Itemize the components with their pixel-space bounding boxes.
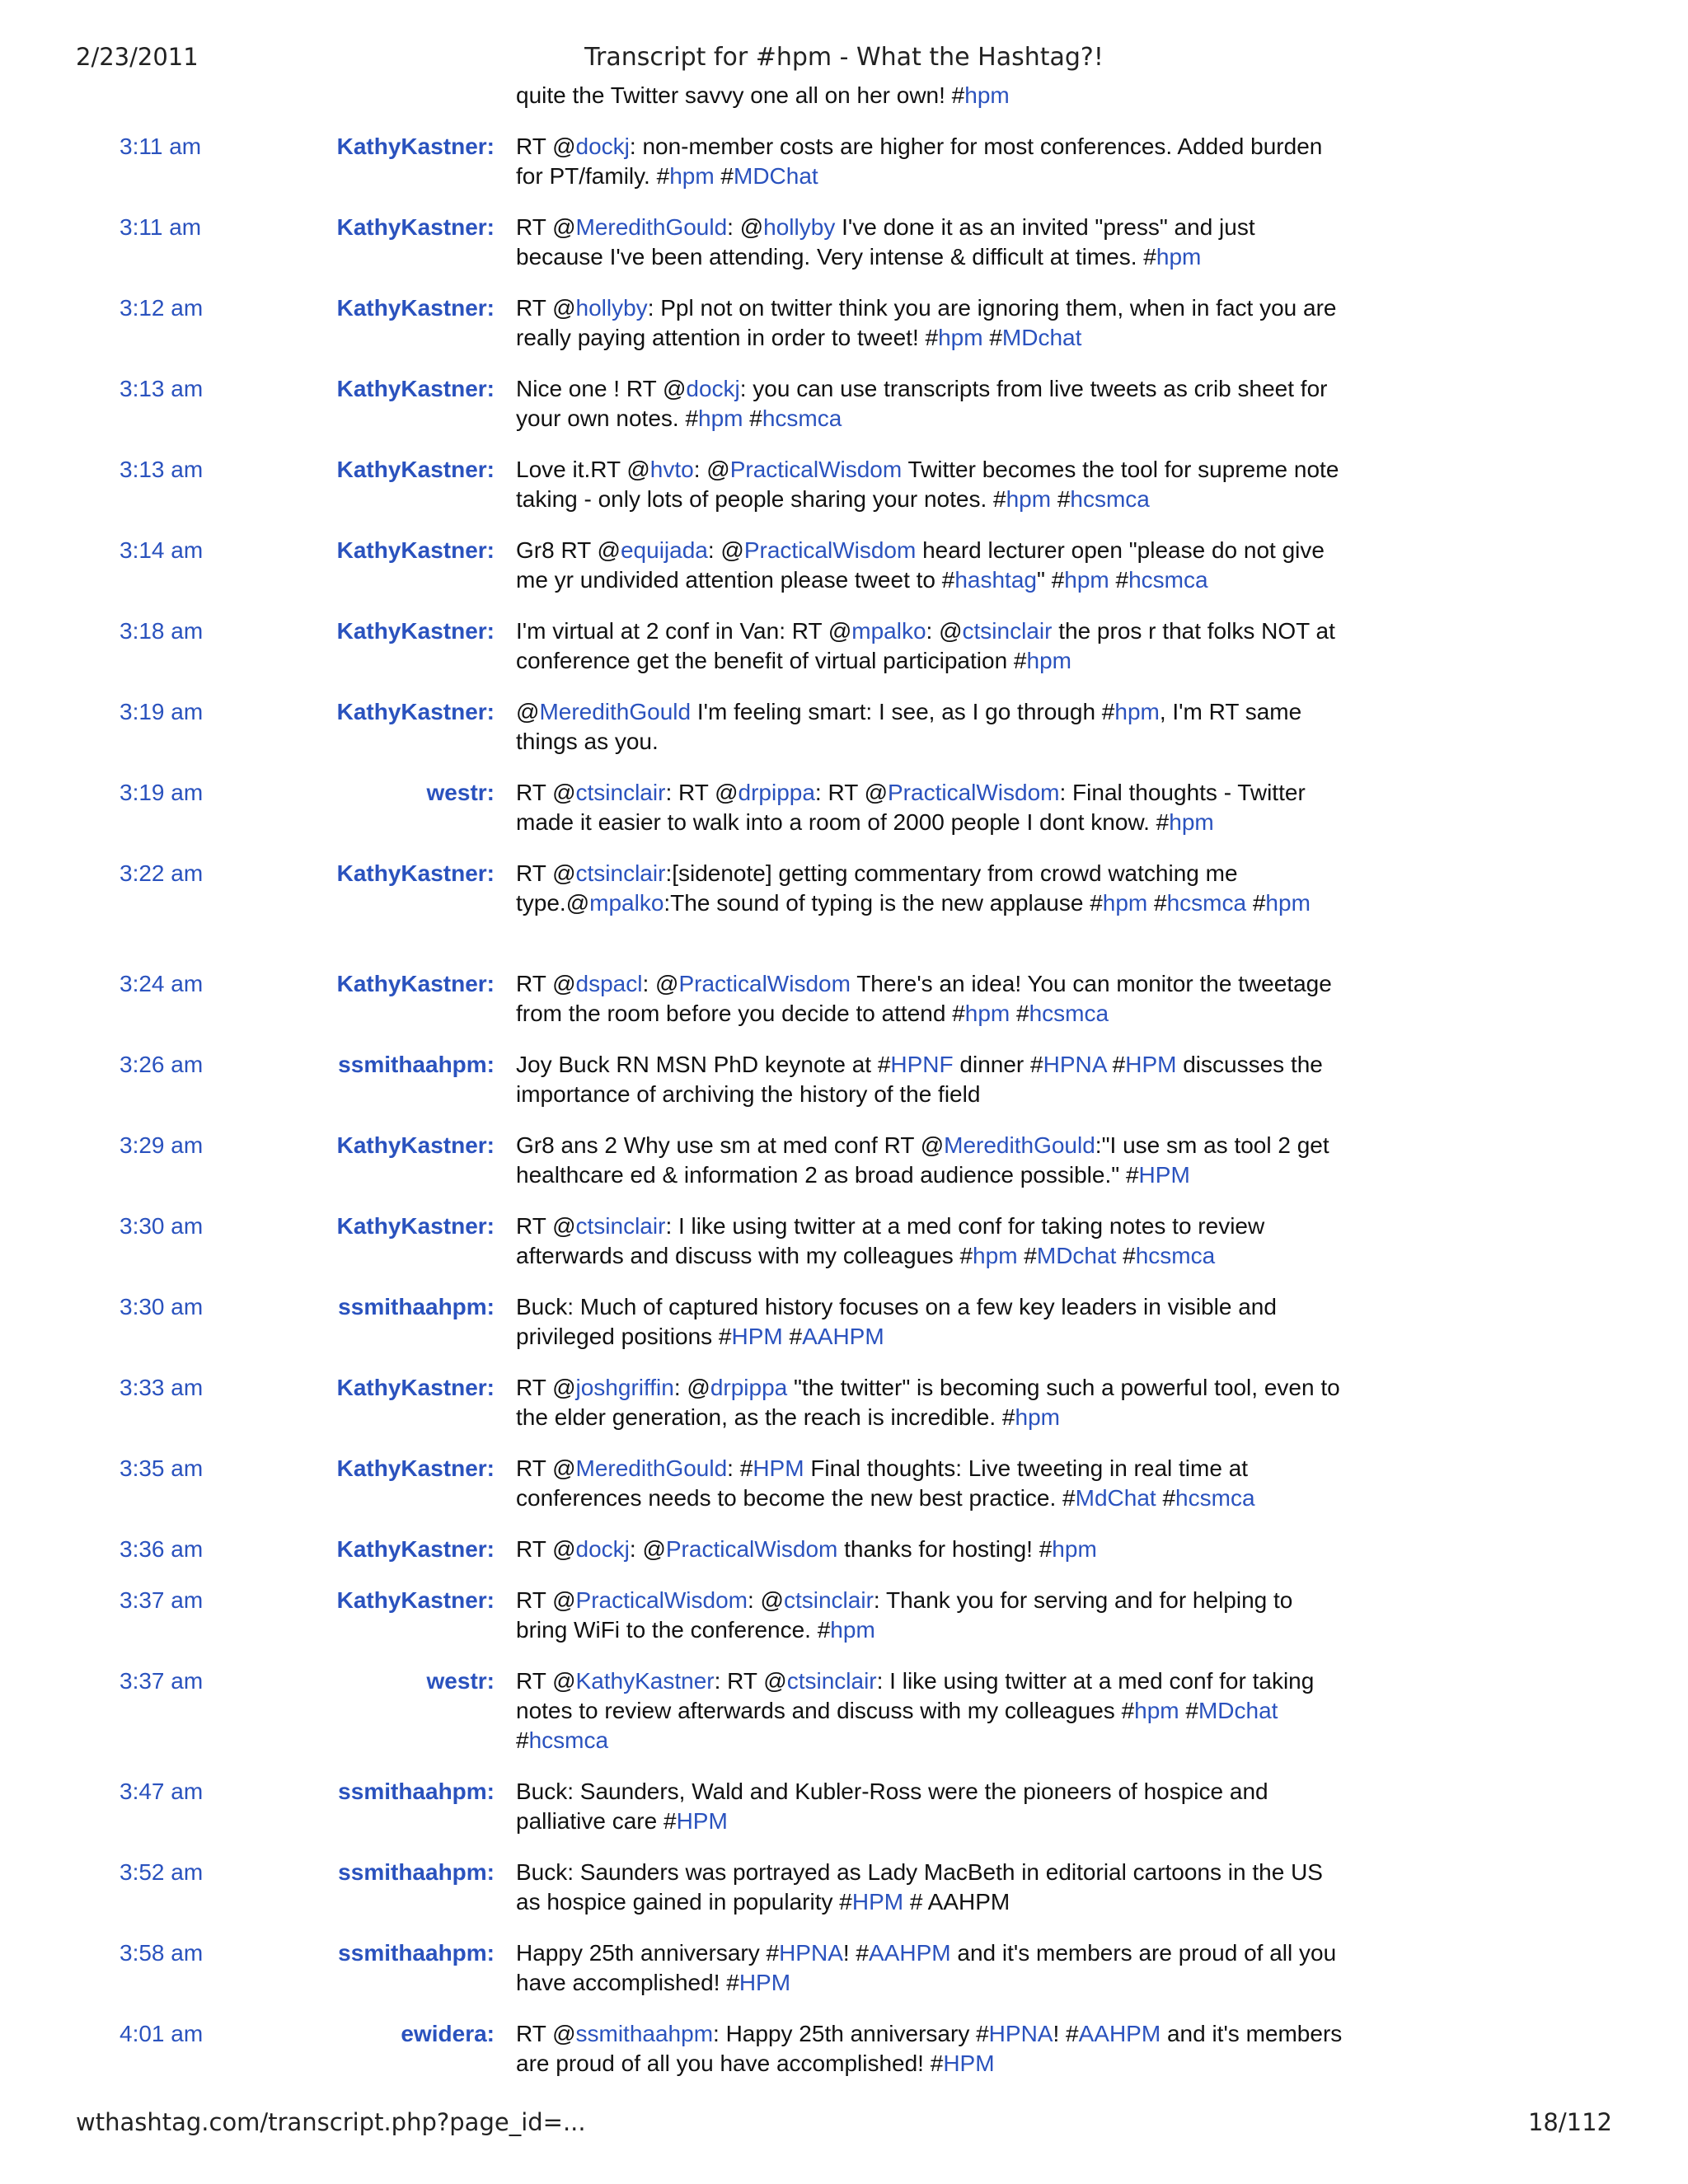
tweet-username-link[interactable]: KathyKastner: [336,376,495,401]
message-text: : I like using twitter at a med conf for taking notes to review afterwards and discuss with my colleagues # [516,1213,1265,1268]
message-link[interactable]: ctsinclair [783,1587,874,1613]
tweet-time-link[interactable]: 3:52 am [120,1859,204,1885]
message-text: : Thank you for serving and for helping to bring WiFi to the conference. # [516,1587,1293,1643]
message-text: I'm virtual at 2 conf in Van: RT @ [516,618,852,644]
message-text: # [714,163,734,189]
message-link[interactable]: MDchat [1198,1698,1278,1723]
message-text: : RT @ [814,780,888,805]
message-link[interactable]: hpm [938,325,983,350]
tweet-time-link[interactable]: 3:29 am [120,1132,204,1158]
tweet-username-link[interactable]: westr: [426,1668,495,1694]
message-text: Gr8 RT @ [516,537,621,563]
message-text: : RT @ [714,1668,787,1694]
message-text: : I like using twitter at a med conf for taking notes to review afterwards and discuss with my colleagues # [516,1668,1315,1723]
message-link[interactable]: ssmithaahpm [575,2021,714,2046]
tweet-username-link[interactable]: KathyKastner: [336,457,495,482]
tweet-message [516,1212,1348,1271]
message-link[interactable]: joshgriffin [575,1375,674,1400]
message-link[interactable]: hashtag [954,567,1037,593]
message-text: : # [727,1455,753,1481]
message-link[interactable]: MeredithGould [539,699,692,724]
tweet-message [516,859,1348,918]
tweet-username-link[interactable]: ssmithaahpm: [338,1294,495,1319]
message-link[interactable]: hcsmca [1070,486,1150,512]
message-text: RT @ [516,780,576,805]
tweet-time-link[interactable]: 3:19 am [120,780,204,805]
message-link[interactable]: KathyKastner [575,1668,715,1694]
message-link[interactable]: hcsmca [1166,890,1247,916]
tweet-time-link[interactable]: 3:30 am [120,1213,204,1239]
message-text: # [1116,1243,1136,1268]
message-link[interactable]: hvto [649,457,694,482]
message-link[interactable]: hpm [1052,1536,1097,1562]
message-link[interactable]: PracticalWisdom [743,537,917,563]
tweet-time-link[interactable]: 3:58 am [120,1940,204,1966]
message-text: # [1051,486,1071,512]
tweet-time-link[interactable]: 4:01 am [120,2021,204,2046]
message-text: # AAHPM [903,1889,1010,1915]
message-text: , I'm RT same things as you. [516,699,1302,754]
message-text: :The sound of typing is the new applause # [663,890,1103,916]
tweet-time-link[interactable]: 3:13 am [120,376,204,401]
tweet-message [516,1373,1348,1432]
message-text: : Happy 25th anniversary # [713,2021,989,2046]
tweet-message [516,2019,1348,2079]
tweet-username-link[interactable]: KathyKastner: [336,1587,495,1613]
tweet-username-link[interactable]: ssmithaahpm: [338,1859,495,1885]
message-text: Final thoughts: Live tweeting in real time at conferences needs to become the new best practice. # [516,1455,1249,1511]
message-link[interactable]: MeredithGould [575,214,728,240]
message-link[interactable]: PracticalWisdom [665,1536,838,1562]
message-link[interactable]: AAHPM [802,1324,884,1349]
message-text: RT @ [516,1213,576,1239]
message-text: ! # [842,1940,870,1966]
tweet-time-link[interactable]: 3:13 am [120,457,204,482]
tweet-username-link[interactable]: ssmithaahpm: [338,1779,495,1804]
message-link[interactable]: hpm [1006,486,1052,512]
message-link[interactable]: HPNA [779,1940,843,1966]
message-text: # [743,405,762,431]
message-link[interactable]: MDchat [1036,1243,1117,1268]
message-text: RT @ [516,1455,576,1481]
tweet-message [516,1131,1348,1190]
tweet-message [516,536,1348,595]
tweet-message [516,616,1348,676]
message-text: :[sidenote] getting commentary from crowd watching me type.@ [516,860,1238,916]
message-link[interactable]: HPM [1138,1162,1190,1188]
message-text: # [1109,567,1129,593]
message-link[interactable]: hpm [1064,567,1109,593]
message-text: thanks for hosting! # [837,1536,1053,1562]
message-link[interactable]: ctsinclair [575,860,666,886]
tweet-time-link[interactable]: 3:36 am [120,1536,204,1562]
message-text: There's an idea! You can monitor the tweetage from the room before you decide to attend # [516,971,1332,1026]
message-text: Happy 25th anniversary # [516,1940,780,1966]
message-link[interactable]: ctsinclair [962,618,1053,644]
tweet-time-link[interactable]: 3:24 am [120,971,204,996]
message-text: RT @ [516,214,576,240]
tweet-username-link[interactable]: KathyKastner: [336,1132,495,1158]
message-link[interactable]: mpalko [851,618,926,644]
tweet-username-link[interactable]: KathyKastner: [336,537,495,563]
tweet-message [516,1858,1348,1917]
tweet-message [516,1050,1348,1109]
tweet-time-link[interactable]: 3:30 am [120,1294,204,1319]
message-link[interactable]: PracticalWisdom [888,780,1060,805]
message-text: ! # [1053,2021,1079,2046]
message-text: # [1156,1485,1176,1511]
message-text: : @ [727,214,764,240]
message-text: # [516,1727,529,1753]
tweet-message [516,1535,1348,1564]
message-link[interactable]: hcsmca [1029,1001,1109,1026]
message-text: I'm feeling smart: I see, as I go through # [691,699,1115,724]
message-text: RT @ [516,295,576,321]
message-text: RT @ [516,2021,576,2046]
message-link[interactable]: HPNA [1043,1052,1106,1077]
message-text: heard lecturer open "please do not give me yr undivided attention please tweet to # [516,537,1325,593]
tweet-username-link[interactable]: ewidera: [401,2021,495,2046]
message-text: @ [516,699,540,724]
message-text: discusses the importance of archiving the history of the field [516,1052,1323,1107]
message-link[interactable]: hpm [1026,648,1071,673]
tweet-time-link[interactable]: 3:33 am [120,1375,204,1400]
message-text: : @ [693,457,730,482]
message-link[interactable]: hcsmca [528,1727,609,1753]
message-text: and it's members are proud of all you have accomplished! # [516,1940,1337,1995]
message-link[interactable]: hpm [973,1243,1018,1268]
message-text: RT @ [516,1375,576,1400]
message-link[interactable]: hpm [1114,699,1160,724]
message-text: # [782,1324,803,1349]
tweet-message [516,969,1348,1029]
message-link[interactable]: MeredithGould [575,1455,728,1481]
message-text: quite the Twitter savvy one all on her own! # [516,82,965,108]
message-link[interactable]: hpm [964,1001,1010,1026]
message-link[interactable]: HPM [738,1970,791,1995]
message-link[interactable]: equijada [620,537,708,563]
message-text: I've done it as an invited "press" and just because I've been attending. Very intense & difficult at times. # [516,214,1255,269]
tweet-time-link[interactable]: 3:18 am [120,618,204,644]
message-link[interactable]: hcsmca [1135,1243,1216,1268]
message-link[interactable]: HPNF [890,1052,954,1077]
tweet-username-link[interactable]: KathyKastner: [336,214,495,240]
message-link[interactable]: dspacl [575,971,643,996]
message-link[interactable]: hpm [1102,890,1148,916]
message-text: # [1010,1001,1029,1026]
message-text: : @ [629,1536,666,1562]
message-text: # [982,325,1002,350]
message-text: # [1147,890,1167,916]
message-link[interactable]: PracticalWisdom [729,457,903,482]
tweet-time-link[interactable]: 3:47 am [120,1779,204,1804]
tweet-message [516,697,1348,757]
tweet-message [516,455,1348,514]
message-link[interactable]: hpm [1015,1404,1060,1430]
tweet-time-link[interactable]: 3:11 am [120,214,202,240]
document-title: Transcript for #hpm - What the Hashtag?! [584,43,1104,72]
message-text: # [1105,1052,1126,1077]
tweet-username-link[interactable]: KathyKastner: [336,1213,495,1239]
message-link[interactable]: MDchat [1001,325,1082,350]
tweet-username-link[interactable]: KathyKastner: [336,971,495,996]
message-link[interactable]: MDChat [734,163,818,189]
message-text: the pros r that folks NOT at conference get the benefit of virtual participation # [516,618,1335,673]
tweet-username-link[interactable]: KathyKastner: [336,1375,495,1400]
message-link[interactable]: HPM [851,1889,904,1915]
tweet-message [516,213,1348,272]
message-link[interactable]: HPM [1125,1052,1177,1077]
tweet-message [516,778,1348,837]
message-link[interactable]: PracticalWisdom [678,971,851,996]
message-text: : @ [642,971,679,996]
tweet-time-link[interactable]: 3:37 am [120,1668,204,1694]
message-text: : Final thoughts - Twitter made it easier to walk into a room of 2000 people I dont know. # [516,780,1306,835]
tweet-message [516,374,1348,434]
message-text: # [1246,890,1266,916]
tweet-username-link[interactable]: KathyKastner: [336,618,495,644]
message-text: : Ppl not on twitter think you are ignoring them, when in fact you are really paying attention in order to tweet! # [516,295,1337,350]
tweet-username-link[interactable]: ssmithaahpm: [338,1940,495,1966]
message-text: " # [1036,567,1065,593]
message-link[interactable]: hpm [964,82,1010,108]
message-link[interactable]: hpm [1156,244,1202,269]
message-link[interactable]: drpippa [710,1375,788,1400]
message-link[interactable]: dockj [575,1536,630,1562]
message-link[interactable]: HPM [676,1808,728,1834]
message-text: "the twitter" is becoming such a powerful tool, even to the elder generation, as the reach is incredible. # [516,1375,1340,1430]
message-text: : RT @ [665,780,738,805]
tweet-message [516,1292,1348,1352]
tweet-username-link[interactable]: westr: [426,780,495,805]
message-link[interactable]: hpm [1169,809,1214,835]
tweet-time-link[interactable]: 3:22 am [120,860,204,886]
message-link[interactable]: hpm [830,1617,875,1643]
tweet-message [516,1586,1348,1645]
message-text: : @ [673,1375,710,1400]
message-text: RT @ [516,1587,576,1613]
message-link[interactable]: ctsinclair [575,780,666,805]
message-text: : @ [707,537,744,563]
message-link[interactable]: HPM [731,1324,783,1349]
message-link[interactable]: ctsinclair [786,1668,877,1694]
message-link[interactable]: drpippa [738,780,815,805]
message-text: : non-member costs are higher for most conferences. Added burden for PT/family. # [516,134,1323,189]
message-link[interactable]: hcsmca [1175,1485,1255,1511]
message-text: Gr8 ans 2 Why use sm at med conf RT @ [516,1132,945,1158]
message-link[interactable]: dockj [575,134,630,159]
tweet-message [516,1938,1348,1998]
message-link[interactable]: hcsmca [762,405,842,431]
tweet-username-link[interactable]: KathyKastner: [336,1536,495,1562]
message-text: Love it.RT @ [516,457,650,482]
message-text: :"I use sm as tool 2 get healthcare ed & information 2 as broad audience possible." # [516,1132,1329,1188]
message-link[interactable]: AAHPM [869,1940,951,1966]
tweet-time-link[interactable]: 3:35 am [120,1455,204,1481]
tweet-username-link[interactable]: ssmithaahpm: [338,1052,495,1077]
tweet-username-link[interactable]: KathyKastner: [336,860,495,886]
message-link[interactable]: ctsinclair [575,1213,666,1239]
message-text: # [1179,1698,1198,1723]
message-text: Joy Buck RN MSN PhD keynote at # [516,1052,891,1077]
tweet-message [516,293,1348,353]
message-link[interactable]: HPNA [988,2021,1053,2046]
message-text: : you can use transcripts from live tweets as crib sheet for your own notes. # [516,376,1328,431]
tweet-message [516,1666,1348,1755]
message-text: Twitter becomes the tool for supreme note taking - only lots of people sharing your notes. # [516,457,1339,512]
tweet-username-link[interactable]: KathyKastner: [336,699,495,724]
message-link[interactable]: AAHPM [1078,2021,1161,2046]
tweet-time-link[interactable]: 3:12 am [120,295,204,321]
tweet-message [516,132,1348,191]
message-link[interactable]: HPM [753,1455,804,1481]
message-text: RT @ [516,134,576,159]
message-link[interactable]: HPM [943,2050,995,2076]
tweet-username-link[interactable]: KathyKastner: [336,134,495,159]
message-link[interactable]: MdChat [1075,1485,1156,1511]
tweet-time-link[interactable]: 3:19 am [120,699,204,724]
message-text: and it's members are proud of all you have accomplished! # [516,2021,1343,2076]
message-link[interactable]: hpm [669,163,715,189]
tweet-time-link[interactable]: 3:26 am [120,1052,204,1077]
tweet-time-link[interactable]: 3:14 am [120,537,204,563]
message-text: dinner # [953,1052,1043,1077]
tweet-username-link[interactable]: KathyKastner: [336,295,495,321]
message-text: # [1017,1243,1037,1268]
message-text: : @ [748,1587,784,1613]
message-link[interactable]: hpm [1134,1698,1179,1723]
message-link[interactable]: MeredithGould [944,1132,1095,1158]
message-link[interactable]: hollyby [575,295,648,321]
message-text: Nice one ! RT @ [516,376,687,401]
message-text: RT @ [516,860,576,886]
tweet-time-link[interactable]: 3:11 am [120,134,202,159]
message-link[interactable]: hollyby [763,214,836,240]
message-link[interactable]: hpm [1265,890,1311,916]
tweet-username-link[interactable]: KathyKastner: [336,1455,495,1481]
message-link[interactable]: mpalko [589,890,664,916]
message-text: Buck: Much of captured history focuses on a few key leaders in visible and privileged positions # [516,1294,1277,1349]
message-link[interactable]: hpm [698,405,743,431]
message-text: RT @ [516,971,576,996]
document-date: 2/23/2011 [76,43,199,71]
message-link[interactable]: hcsmca [1128,567,1208,593]
message-text: Buck: Saunders, Wald and Kubler-Ross were the pioneers of hospice and palliative care # [516,1779,1268,1834]
footer-url[interactable]: wthashtag.com/transcript.php?page_id=... [76,2108,586,2136]
tweet-message [516,1777,1348,1836]
message-text: RT @ [516,1536,576,1562]
message-text: : @ [926,618,963,644]
message-link[interactable]: dockj [686,376,740,401]
tweet-message [516,1454,1348,1513]
message-text: Buck: Saunders was portrayed as Lady MacBeth in editorial cartoons in the US as hospice gained in popularity # [516,1859,1323,1915]
message-link[interactable]: PracticalWisdom [575,1587,748,1613]
page-number: 18/112 [1527,2108,1612,2136]
message-text: RT @ [516,1668,576,1694]
tweet-time-link[interactable]: 3:37 am [120,1587,204,1613]
